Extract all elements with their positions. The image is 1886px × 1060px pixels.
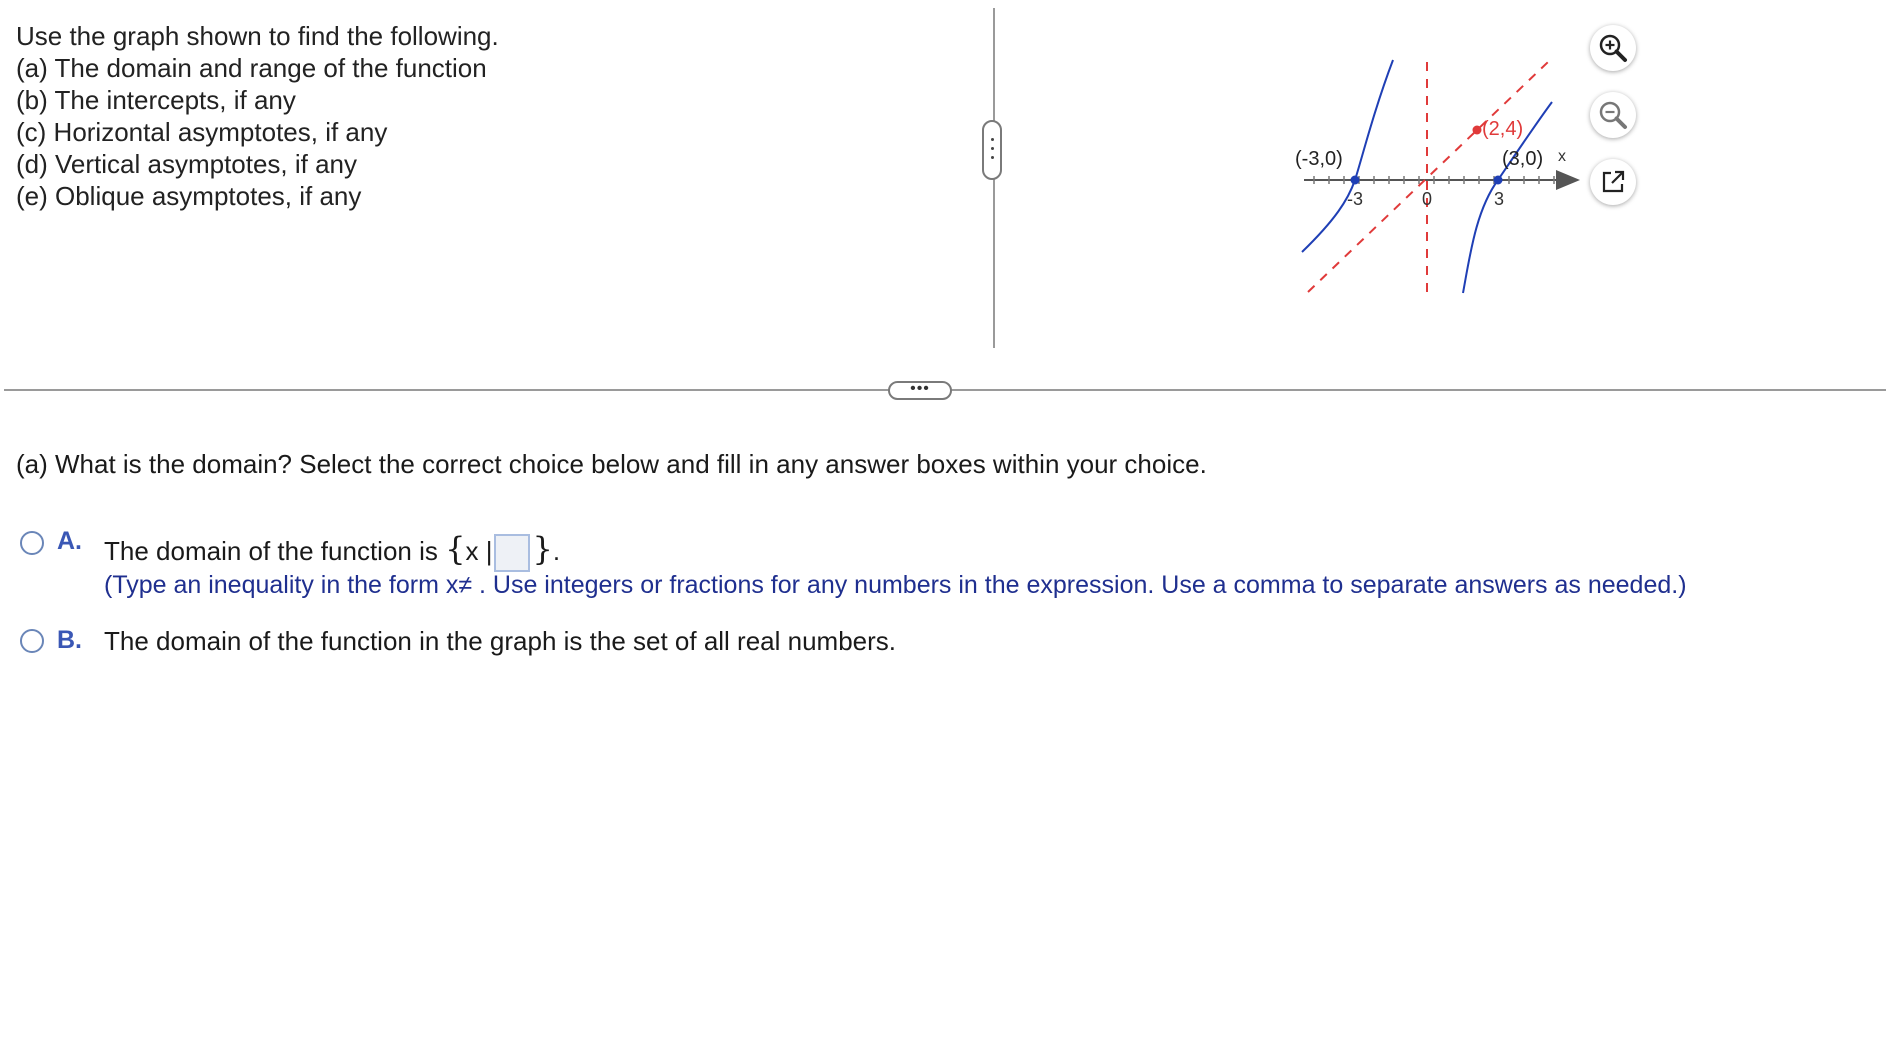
x-axis-label: x (1558, 148, 1566, 165)
choice-a-hint: (Type an inequality in the form x≠ . Use integers or fractions for any numbers in the expression. Use a comma to separate answers as needed.) (104, 571, 1687, 599)
zoom-out-button[interactable] (1590, 92, 1636, 138)
prompt-line-intro: Use the graph shown to find the following. (16, 21, 499, 51)
choice-a-text-before: The domain of the function is (104, 536, 446, 566)
set-brace-open: { (445, 530, 466, 568)
vertical-splitter-handle[interactable] (982, 120, 1002, 180)
choice-a-radio[interactable] (20, 531, 44, 555)
set-brace-close: } (532, 530, 553, 568)
label-point-3-0: (3,0) (1502, 148, 1544, 170)
function-graph (1290, 50, 1610, 300)
choice-b-letter[interactable]: B. (57, 626, 82, 654)
choice-a-letter[interactable]: A. (57, 527, 82, 555)
set-variable: x (465, 536, 479, 566)
grip-dot (991, 138, 994, 141)
zoom-out-icon (1598, 100, 1628, 130)
popout-icon (1600, 169, 1626, 195)
tick-label-0: 0 (1422, 189, 1433, 209)
point-3-0 (1494, 176, 1503, 185)
grip-dot (991, 147, 994, 150)
question-text: (a) What is the domain? Select the correct choice below and fill in any answer boxes within your choice. (16, 449, 1207, 479)
grip-dot (991, 156, 994, 159)
zoom-in-icon (1598, 33, 1628, 63)
point-2-4 (1473, 126, 1482, 135)
zoom-in-button[interactable] (1590, 25, 1636, 71)
prompt-line-d: (d) Vertical asymptotes, if any (16, 149, 358, 179)
label-point-neg3-0: (-3,0) (1295, 148, 1343, 170)
choice-a-period: . (552, 536, 561, 566)
choice-a-text (104, 530, 560, 572)
prompt-line-a: (a) The domain and range of the function (16, 53, 487, 83)
tick-label-neg3: -3 (1347, 189, 1364, 209)
label-point-2-4: (2,4) (1482, 118, 1524, 140)
horizontal-splitter-handle[interactable]: ••• (888, 381, 952, 400)
choice-b-radio[interactable] (20, 629, 44, 653)
set-bar: | (485, 536, 493, 566)
popout-button[interactable] (1590, 159, 1636, 205)
prompt-line-c: (c) Horizontal asymptotes, if any (16, 117, 388, 147)
prompt-line-b: (b) The intercepts, if any (16, 85, 296, 115)
choice-b-text: The domain of the function in the graph is the set of all real numbers. (104, 626, 897, 656)
prompt-line-e: (e) Oblique asymptotes, if any (16, 181, 362, 211)
point-neg3-0 (1351, 176, 1360, 185)
tick-label-3: 3 (1494, 189, 1505, 209)
domain-answer-box[interactable] (494, 534, 530, 572)
